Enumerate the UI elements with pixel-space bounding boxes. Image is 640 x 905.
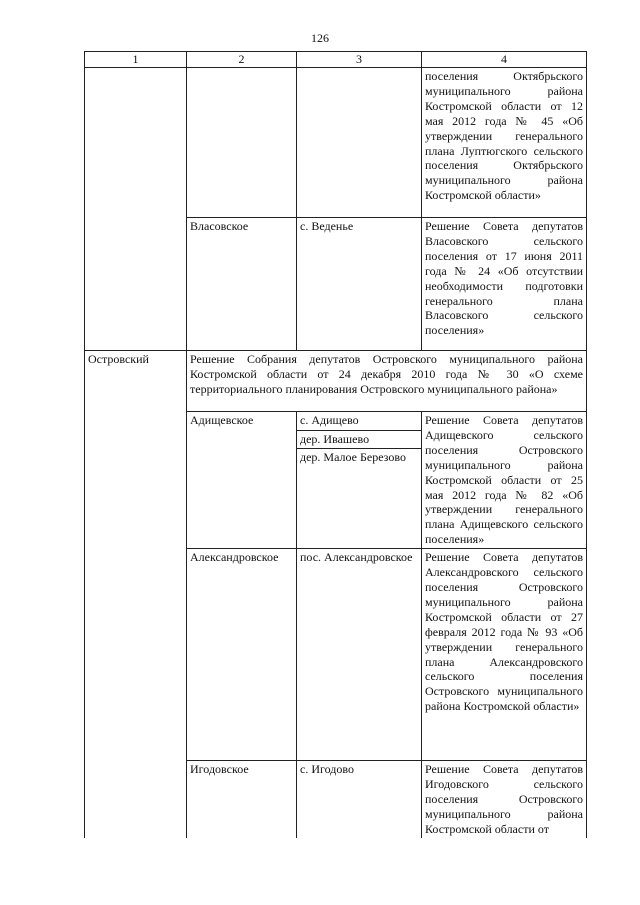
settlement-cell-empty (187, 68, 297, 218)
district-row (85, 351, 587, 412)
column-header-4: 4 (422, 52, 587, 68)
table-row (85, 68, 587, 218)
locality-cell: с. Адищево (297, 412, 422, 431)
locality-cell: пос. Александровское (297, 549, 422, 761)
locality-cell: с. Веденье (297, 218, 422, 351)
column-header-2: 2 (187, 52, 297, 68)
settlement-cell: Александровское (187, 549, 297, 761)
document-cell: поселения Октябрьского муниципального района Костромской области от 12 мая 2012 года № 45 «Об утверждении генерального плана Луптюгского сельского поселения Октябрьского муниципального района Костромской области» (422, 68, 587, 218)
header-row (85, 52, 587, 68)
locality-cell: дер. Малое Березово (297, 449, 422, 549)
district-cell-empty (85, 68, 187, 351)
district-cell: Островский (85, 351, 187, 838)
locality-cell-empty (297, 68, 422, 218)
document-cell: Решение Совета депутатов Власовского сельского поселения от 17 июня 2011 года № 24 «Об отсутствии необходимости подготовки генерального плана Власовского сельского поселения» (422, 218, 587, 351)
column-header-1: 1 (85, 52, 187, 68)
district-document-cell: Решение Собрания депутатов Островского муниципального района Костромской области от 24 декабря 2010 года № 30 «О схеме территориального планирования Островского муниципального района» (187, 351, 587, 412)
locality-cell: с. Игодово (297, 761, 422, 838)
settlement-cell: Власовское (187, 218, 297, 351)
page-number: 126 (311, 31, 329, 45)
document-cell: Решение Совета депутатов Игодовского сельского поселения Островского муниципального района Костромской области от (422, 761, 587, 838)
column-header-3: 3 (297, 52, 422, 68)
settlement-cell: Адищевское (187, 412, 297, 549)
document-cell: Решение Совета депутатов Александровского сельского поселения Островского муниципального района Костромской области от 27 февраля 2012 года № 93 «Об утверждении генерального плана Александровского сельского поселения Островского муниципального района Костромской области» (422, 549, 587, 761)
document-cell: Решение Совета депутатов Адищевского сельского поселения Островского муниципального района Костромской области от 25 мая 2012 года № 82 «Об утверждении генерального плана Адищевского сельского поселения» (422, 412, 587, 549)
locality-cell: дер. Ивашево (297, 430, 422, 449)
settlement-cell: Игодовское (187, 761, 297, 838)
settlements-table (84, 51, 587, 838)
